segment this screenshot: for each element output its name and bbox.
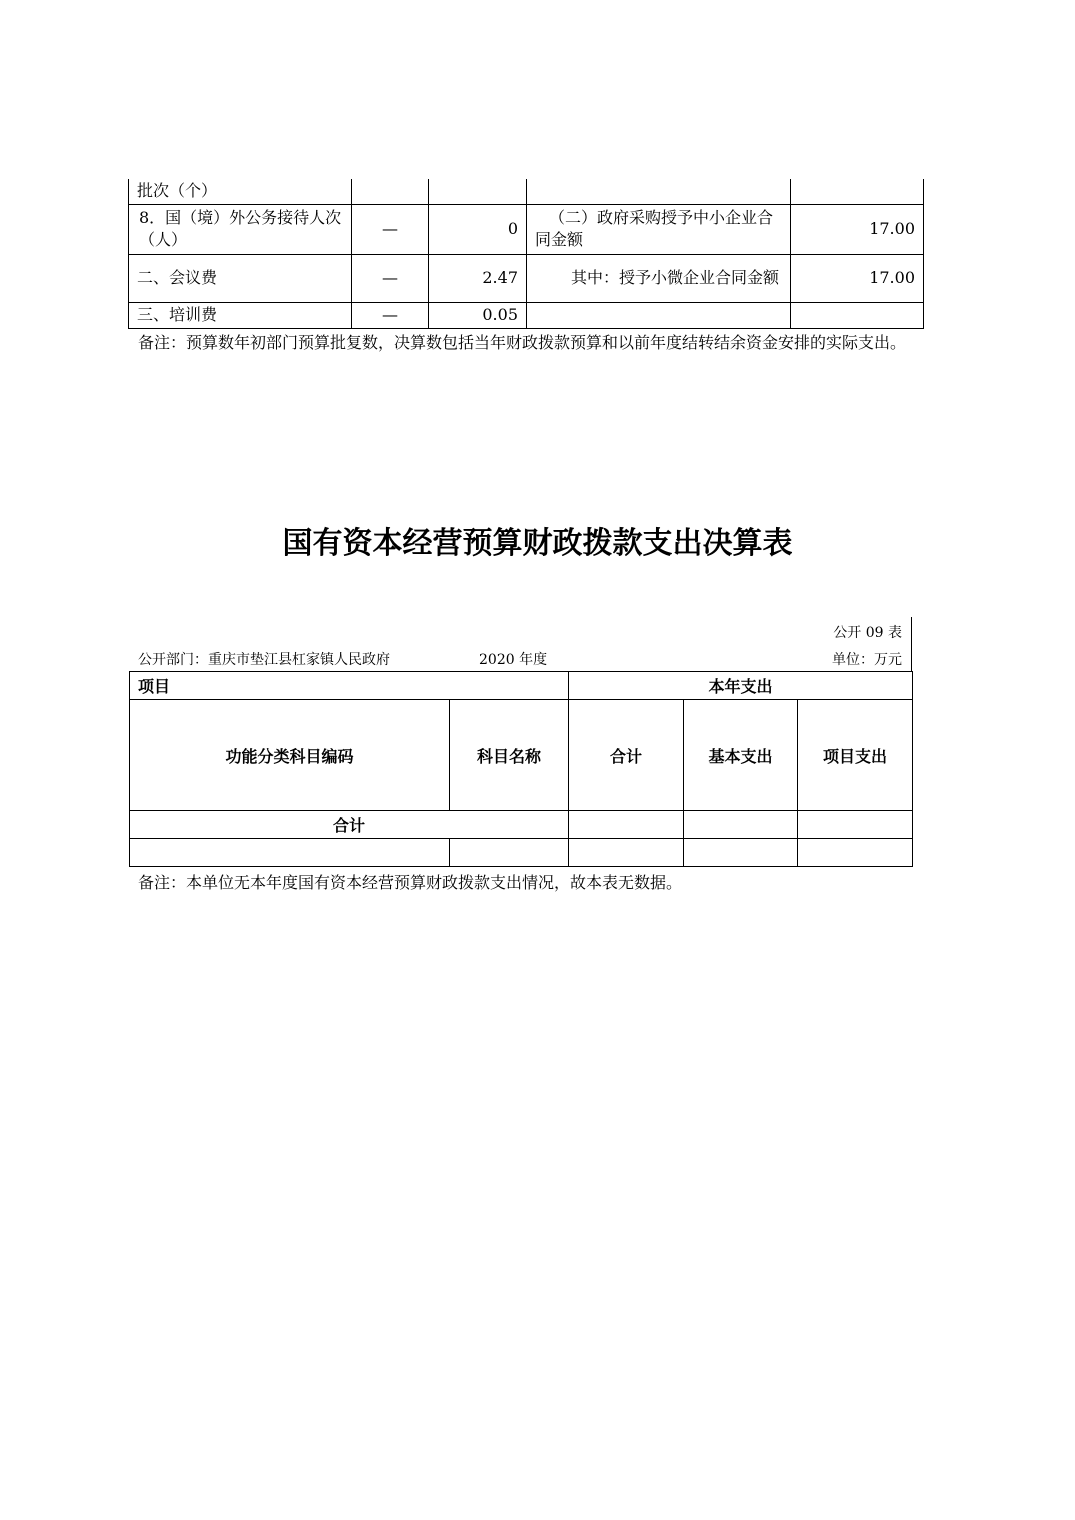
page-title: 国有资本经营预算财政拨款支出决算表 — [282, 526, 793, 561]
expense-summary-table — [128, 179, 924, 329]
table-row — [129, 204, 924, 254]
item-value: 17.00 — [791, 204, 924, 254]
project-cell — [798, 811, 913, 839]
total-cell — [569, 811, 684, 839]
table-row — [130, 811, 913, 839]
header-current-year: 本年支出 — [569, 672, 913, 700]
budget-cell: — — [352, 254, 429, 302]
total-row-label: 合计 — [130, 811, 569, 839]
item-value: 17.00 — [791, 254, 924, 302]
row-label: 三、培训费 — [129, 302, 352, 328]
actual-cell: 2.47 — [429, 254, 527, 302]
name-cell — [450, 839, 569, 867]
actual-cell: 0.05 — [429, 302, 527, 328]
table-row — [129, 179, 924, 204]
item-label — [527, 302, 791, 328]
col-header-basic: 基本支出 — [684, 700, 798, 811]
table-header-row — [130, 700, 913, 811]
actual-cell: 0 — [429, 204, 527, 254]
total-cell — [569, 839, 684, 867]
col-header-project: 项目支出 — [798, 700, 913, 811]
code-cell — [130, 839, 450, 867]
budget-cell — [352, 179, 429, 204]
table-header-row — [130, 672, 913, 700]
item-value — [791, 302, 924, 328]
item-label — [527, 179, 791, 204]
table-row — [130, 839, 913, 867]
department-label: 公开部门：重庆市垫江县杠家镇人民政府 — [138, 652, 390, 668]
budget-cell: — — [352, 204, 429, 254]
row-label: 8．国（境）外公务接待人次（人） — [129, 204, 352, 254]
state-capital-expense-table — [129, 671, 913, 867]
row-label: 二、会议费 — [129, 254, 352, 302]
project-cell — [798, 839, 913, 867]
basic-cell — [684, 839, 798, 867]
table-row — [129, 302, 924, 328]
item-value — [791, 179, 924, 204]
unit-label: 单位：万元 — [832, 652, 902, 668]
table-number: 公开 09 表 — [833, 625, 902, 641]
row-label: 批次（个） — [129, 179, 352, 204]
basic-cell — [684, 811, 798, 839]
year-label: 2020 年度 — [479, 652, 548, 668]
budget-cell: — — [352, 302, 429, 328]
table-row — [129, 254, 924, 302]
bottom-table-note: 备注：本单位无本年度国有资本经营预算财政拨款支出情况，故本表无数据。 — [138, 873, 683, 892]
divider — [911, 617, 912, 671]
item-label: 其中：授予小微企业合同金额 — [527, 254, 791, 302]
item-label: （二）政府采购授予中小企业合同金额 — [527, 204, 791, 254]
actual-cell — [429, 179, 527, 204]
header-item: 项目 — [130, 672, 569, 700]
col-header-code: 功能分类科目编码 — [130, 700, 450, 811]
top-table-note: 备注：预算数年初部门预算批复数，决算数包括当年财政拨款预算和以前年度结转结余资金安排的实际支出。 — [138, 333, 907, 352]
col-header-total: 合计 — [569, 700, 684, 811]
col-header-name: 科目名称 — [450, 700, 569, 811]
